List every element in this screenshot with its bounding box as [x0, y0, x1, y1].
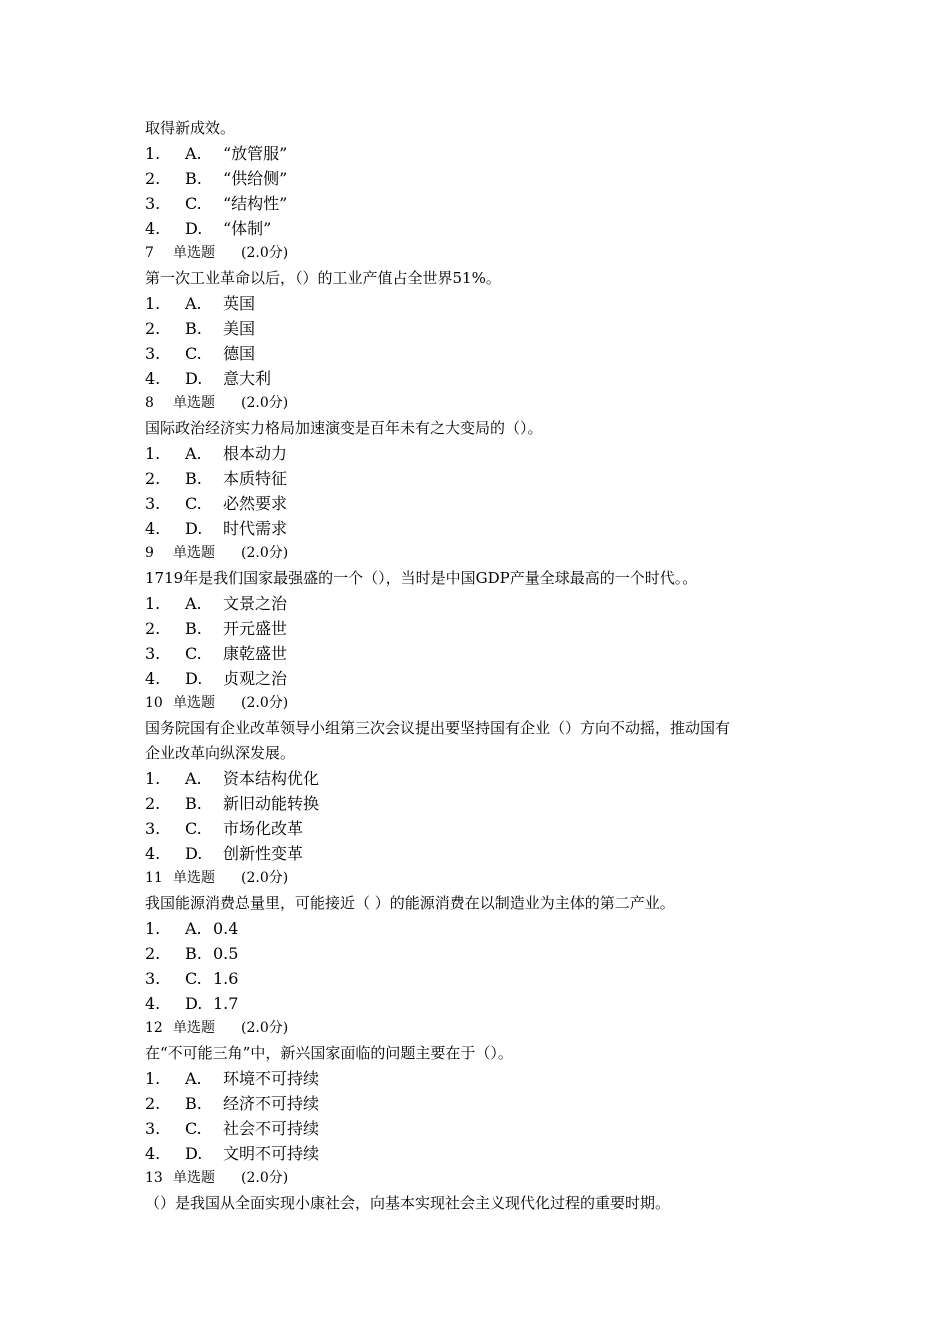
option-text: 创新性变革 — [223, 844, 304, 863]
option-letter: B. — [185, 469, 202, 488]
option-letter: A. — [185, 594, 202, 613]
option-text: 资本结构优化 — [223, 769, 320, 788]
answer-option — [145, 991, 825, 1016]
answer-option — [145, 291, 825, 316]
option-letter: A. — [185, 144, 202, 163]
option-text: 新旧动能转换 — [223, 794, 320, 813]
option-letter: A. — [185, 1069, 202, 1088]
question-header — [145, 241, 825, 266]
option-number: 3. — [145, 194, 161, 213]
option-number: 2. — [145, 944, 161, 963]
answer-option — [145, 641, 825, 666]
option-text: “结构性” — [223, 194, 288, 213]
option-letter: B. — [185, 794, 202, 813]
question-header — [145, 391, 825, 416]
question-score: (2.0分) — [241, 695, 289, 711]
question-type: 单选题 — [173, 870, 215, 886]
option-number: 2. — [145, 619, 161, 638]
question-score: (2.0分) — [241, 395, 289, 411]
question-score: (2.0分) — [241, 1020, 289, 1036]
option-text: 美国 — [223, 319, 256, 338]
option-letter: D. — [185, 369, 203, 388]
question-text: 我国能源消费总量里，可能接近（ ）的能源消费在以制造业为主体的第二产业。 — [145, 894, 675, 912]
option-number: 4. — [145, 519, 161, 538]
option-text: 贞观之治 — [223, 669, 288, 688]
option-number: 4. — [145, 1144, 161, 1163]
option-number: 1. — [145, 1069, 161, 1088]
option-letter: B. — [185, 169, 202, 188]
option-letter: D. — [185, 1144, 203, 1163]
option-text: 文景之治 — [223, 594, 288, 613]
question-text: 1719年是我们国家最强盛的一个（），当时是中国GDP产量全球最高的一个时代。。 — [145, 569, 698, 587]
question-text: （）是我国从全面实现小康社会，向基本实现社会主义现代化过程的重要时期。 — [145, 1194, 671, 1212]
option-letter: B. — [185, 1094, 202, 1113]
option-number: 1. — [145, 444, 161, 463]
option-letter: D. — [185, 994, 203, 1013]
question-block — [145, 541, 825, 691]
question-score: (2.0分) — [241, 245, 289, 261]
answer-option — [145, 1091, 825, 1116]
question-block — [145, 1016, 825, 1166]
answer-option — [145, 466, 825, 491]
option-number: 4. — [145, 994, 161, 1013]
question-type: 单选题 — [173, 695, 215, 711]
option-number: 1. — [145, 594, 161, 613]
option-letter: D. — [185, 519, 203, 538]
option-letter: A. — [185, 919, 202, 938]
intro-question-tail: 取得新成效。 — [145, 119, 236, 137]
option-number: 1. — [145, 294, 161, 313]
answer-option — [145, 766, 825, 791]
answer-option — [145, 941, 825, 966]
option-letter: A. — [185, 294, 202, 313]
question-block — [145, 241, 825, 391]
answer-option — [145, 516, 825, 541]
option-text: 文明不可持续 — [223, 1144, 320, 1163]
option-number: 4. — [145, 844, 161, 863]
option-letter: C. — [185, 969, 202, 988]
option-text: 市场化改革 — [223, 819, 304, 838]
question-score: (2.0分) — [241, 1170, 289, 1186]
option-number: 2. — [145, 169, 161, 188]
option-text: 开元盛世 — [223, 619, 288, 638]
question-number: 7 — [145, 245, 154, 261]
question-number: 10 — [145, 695, 163, 711]
option-letter: D. — [185, 844, 203, 863]
option-letter: B. — [185, 944, 202, 963]
option-number: 3. — [145, 344, 161, 363]
intro-options — [145, 141, 825, 241]
question-score: (2.0分) — [241, 870, 289, 886]
option-text: 环境不可持续 — [223, 1069, 320, 1088]
question-text: 企业改革向纵深发展。 — [145, 744, 296, 762]
question-text: 国务院国有企业改革领导小组第三次会议提出要坚持国有企业（）方向不动摇，推动国有 — [145, 719, 731, 737]
question-list — [145, 241, 825, 1216]
question-type: 单选题 — [173, 1170, 215, 1186]
option-letter: C. — [185, 644, 202, 663]
option-letter: C. — [185, 344, 202, 363]
question-type: 单选题 — [173, 245, 215, 261]
question-number: 13 — [145, 1170, 163, 1186]
option-number: 3. — [145, 644, 161, 663]
option-letter: A. — [185, 769, 202, 788]
answer-option — [145, 166, 825, 191]
question-text: 国际政治经济实力格局加速演变是百年未有之大变局的（）。 — [145, 419, 543, 437]
option-text: 意大利 — [223, 369, 272, 388]
option-letter: C. — [185, 819, 202, 838]
option-text: 德国 — [223, 344, 256, 363]
option-text: 经济不可持续 — [223, 1094, 320, 1113]
option-text: “放管服” — [223, 144, 288, 163]
question-header — [145, 866, 825, 891]
question-header — [145, 1016, 825, 1041]
answer-option — [145, 441, 825, 466]
option-text: 英国 — [223, 294, 256, 313]
answer-option — [145, 1116, 825, 1141]
answer-option — [145, 841, 825, 866]
option-number: 4. — [145, 219, 161, 238]
answer-option — [145, 341, 825, 366]
option-number: 4. — [145, 669, 161, 688]
option-text: 必然要求 — [223, 494, 288, 513]
option-number: 2. — [145, 469, 161, 488]
answer-option — [145, 1141, 825, 1166]
question-block — [145, 391, 825, 541]
question-number: 8 — [145, 395, 154, 411]
document-page — [145, 116, 825, 1216]
question-score: (2.0分) — [241, 545, 289, 561]
question-header — [145, 1166, 825, 1191]
answer-option — [145, 1066, 825, 1091]
option-letter: B. — [185, 619, 202, 638]
question-type: 单选题 — [173, 1020, 215, 1036]
option-text: “体制” — [223, 219, 272, 238]
question-block — [145, 691, 825, 866]
answer-option — [145, 591, 825, 616]
option-number: 2. — [145, 794, 161, 813]
question-text: 在“不可能三角”中，新兴国家面临的问题主要在于（）。 — [145, 1044, 513, 1062]
option-text: 1.6 — [213, 969, 239, 988]
option-number: 3. — [145, 819, 161, 838]
option-number: 1. — [145, 144, 161, 163]
option-number: 2. — [145, 1094, 161, 1113]
question-block — [145, 866, 825, 1016]
option-letter: C. — [185, 494, 202, 513]
option-letter: C. — [185, 194, 202, 213]
answer-option — [145, 791, 825, 816]
question-header — [145, 691, 825, 716]
question-number: 9 — [145, 545, 154, 561]
option-text: 1.7 — [213, 994, 239, 1013]
option-number: 3. — [145, 1119, 161, 1138]
answer-option — [145, 816, 825, 841]
answer-option — [145, 491, 825, 516]
answer-option — [145, 191, 825, 216]
question-type: 单选题 — [173, 545, 215, 561]
option-number: 4. — [145, 369, 161, 388]
option-text: “供给侧” — [223, 169, 288, 188]
option-letter: A. — [185, 444, 202, 463]
answer-option — [145, 141, 825, 166]
option-text: 社会不可持续 — [223, 1119, 320, 1138]
option-number: 1. — [145, 769, 161, 788]
answer-option — [145, 916, 825, 941]
answer-option — [145, 966, 825, 991]
option-text: 0.5 — [213, 944, 239, 963]
option-number: 3. — [145, 494, 161, 513]
option-letter: C. — [185, 1119, 202, 1138]
option-number: 1. — [145, 919, 161, 938]
question-type: 单选题 — [173, 395, 215, 411]
option-text: 康乾盛世 — [223, 644, 288, 663]
question-header — [145, 541, 825, 566]
option-text: 0.4 — [213, 919, 239, 938]
option-letter: B. — [185, 319, 202, 338]
option-text: 根本动力 — [223, 444, 288, 463]
answer-option — [145, 216, 825, 241]
question-number: 12 — [145, 1020, 163, 1036]
option-number: 3. — [145, 969, 161, 988]
answer-option — [145, 666, 825, 691]
option-letter: D. — [185, 219, 203, 238]
answer-option — [145, 316, 825, 341]
option-letter: D. — [185, 669, 203, 688]
option-text: 时代需求 — [223, 519, 288, 538]
option-text: 本质特征 — [223, 469, 288, 488]
question-block — [145, 1166, 825, 1216]
answer-option — [145, 366, 825, 391]
question-text: 第一次工业革命以后，（）的工业产值占全世界51%。 — [145, 269, 501, 287]
answer-option — [145, 616, 825, 641]
question-number: 11 — [145, 870, 163, 886]
option-number: 2. — [145, 319, 161, 338]
